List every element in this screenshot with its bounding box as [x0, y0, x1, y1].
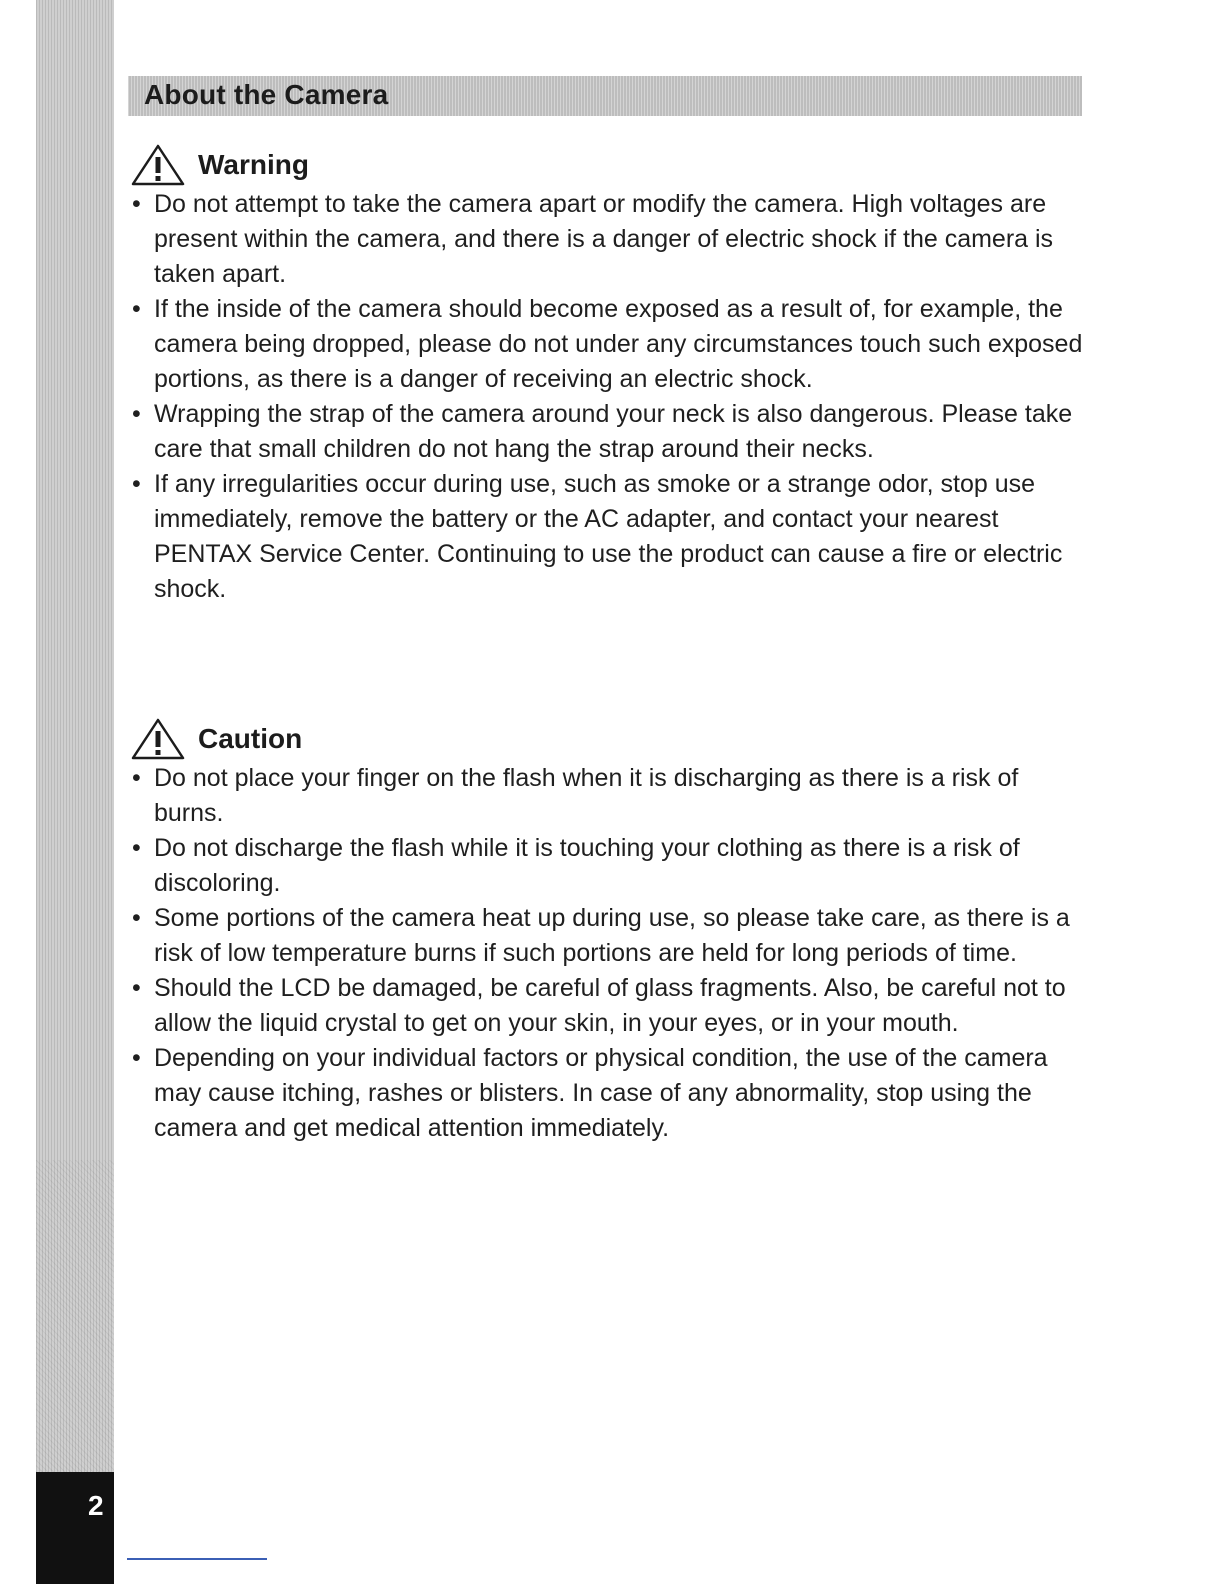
- caution-heading: [130, 717, 1090, 761]
- bullet: •: [132, 834, 141, 862]
- section-title: About the Camera: [144, 79, 389, 110]
- bullet: •: [132, 400, 141, 428]
- section-banner: [128, 76, 1082, 116]
- bullet: •: [132, 764, 141, 792]
- list-item: • Some portions of the camera heat up during use, so please take care, as there is a risk of low temperature burns if such portions are held for long periods of time.: [130, 901, 1090, 971]
- page-number: 2: [88, 1490, 104, 1521]
- bullet: •: [132, 904, 141, 932]
- caution-heading-text: Caution: [198, 723, 303, 754]
- side-band-texture: [36, 1160, 114, 1472]
- bullet: •: [132, 1044, 141, 1072]
- list-item: • Do not discharge the flash while it is touching your clothing as there is a risk of discoloring.: [130, 831, 1090, 901]
- bullet: •: [132, 295, 141, 323]
- warning-heading-text: Warning: [198, 149, 309, 180]
- list-item: • If any irregularities occur during use, such as smoke or a strange odor, stop use immediately, remove the battery or the AC adapter, and contact your nearest PENTAX Service Center. Continuing to use the product can cause a fire or electric shock.: [130, 467, 1090, 607]
- warning-triangle-icon: [130, 717, 186, 761]
- warning-heading: [130, 143, 1090, 187]
- warning-list: [130, 187, 1090, 607]
- list-item: • If the inside of the camera should become exposed as a result of, for example, the camera being dropped, please do not under any circumstances touch such exposed portions, as there is a danger of receiving an electric shock.: [130, 292, 1090, 397]
- list-item: • Do not place your finger on the flash when it is discharging as there is a risk of burns.: [130, 761, 1090, 831]
- footer-rule: [127, 1558, 267, 1560]
- list-item: • Do not attempt to take the camera apart or modify the camera. High voltages are present within the camera, and there is a danger of electric shock if the camera is taken apart.: [130, 187, 1090, 292]
- warning-section: [130, 143, 1090, 607]
- bullet: •: [132, 470, 141, 498]
- caution-list: [130, 761, 1090, 1146]
- list-item: • Depending on your individual factors or physical condition, the use of the camera may cause itching, rashes or blisters. In case of any abnormality, stop using the camera and get medical attention immediately.: [130, 1041, 1090, 1146]
- caution-section: [130, 717, 1090, 1146]
- warning-triangle-icon: [130, 143, 186, 187]
- page-number-tab: [36, 1472, 114, 1584]
- bullet: •: [132, 190, 141, 218]
- list-item: • Should the LCD be damaged, be careful of glass fragments. Also, be careful not to allow the liquid crystal to get on your skin, in your eyes, or in your mouth.: [130, 971, 1090, 1041]
- bullet: •: [132, 974, 141, 1002]
- list-item: • Wrapping the strap of the camera around your neck is also dangerous. Please take care that small children do not hang the strap around their necks.: [130, 397, 1090, 467]
